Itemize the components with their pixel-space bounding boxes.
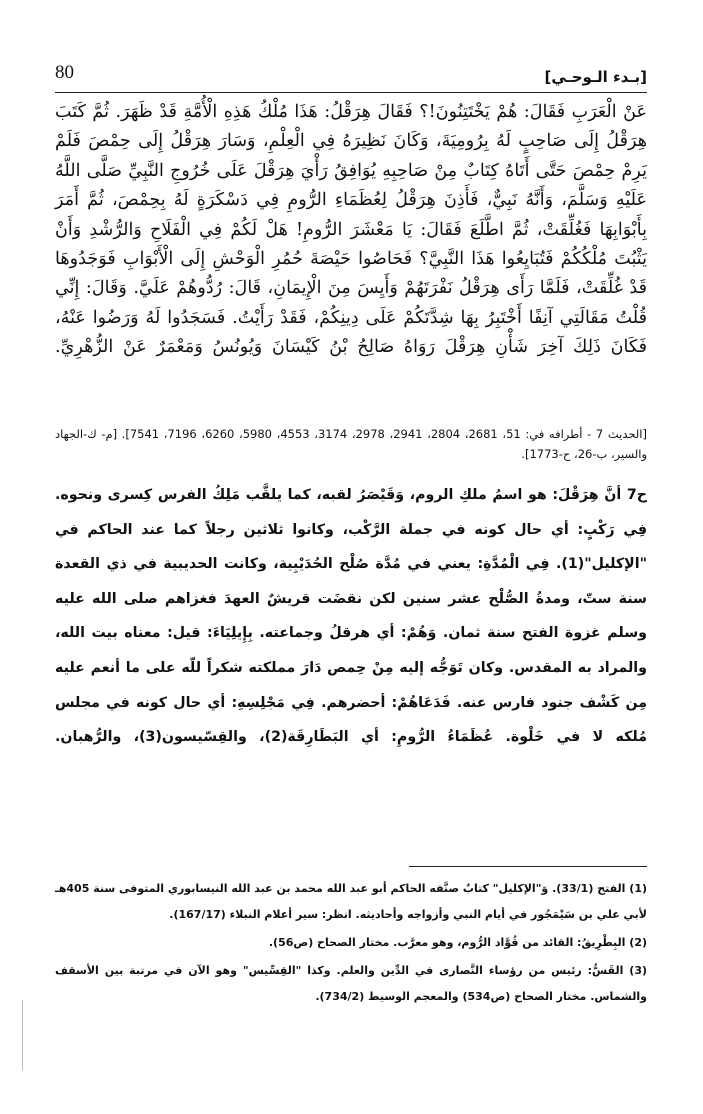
footnote-1: (1) الفتح (33/1). وَ"الإكليل" كتابٌ صنَّفه الحاكم أبو عبد الله محمد بن عبد الله النيسابوري المتوفى سنة 405هـ لأبي علي بن سَيْمَجُور في أيام النبي وأزواجه وأحاديثه. انظر: سير أعلام النبلاء (167/17). [55,882,647,921]
commentary-paragraph-1: ح7 أنَّ هِرَقْلَ: هو اسمُ ملكِ الروم، وَقَيْصَرُ لقبه، كما يلقَّب مَلِكُ الفرس كِسرى ونحوه. [55,487,647,503]
hadith-paragraph: عَنْ الْعَرَبِ فَقَالَ: هُمْ يَخْتَتِنُونَ!؟ فَقَالَ هِرَقْلُ: هَذَا مُلْكُ هَذِهِ الْأُمَّةِ قَدْ ظَهَرَ. ثُمَّ كَتَبَ هِرَقْلُ إِلَى صَاحِبٍ لَهُ بِرُومِيَةَ، وَكَانَ نَظِيرَهُ فِي الْعِلْمِ، وَسَارَ هِرَقْلُ إِلَى حِمْصَ فَلَمْ يَرِمْ حِمْصَ حَتَّى أَتَاهُ كِتَابٌ مِنْ صَاحِبِهِ يُوَافِقُ رَأْيَ هِرَقْلَ عَلَى خُرُوجِ النَّبِيِّ صَلَّى اللَّهُ عَلَيْهِ وَسَلَّمَ، وَأَنَّهُ نَبِيٌّ، فَأَذِنَ هِرَقْلُ لِعُظَمَاءِ الرُّومِ فِي دَسْكَرَةٍ لَهُ بِحِمْصَ، ثُمَّ أَمَرَ بِأَبْوَابِهَا فَغُلِّقَتْ، ثُمَّ اطَّلَعَ فَقَالَ: يَا مَعْشَرَ الرُّومِ! هَلْ لَكُمْ فِي الْفَلَاحِ وَالرُّشْدِ وَأَنْ يَثْبُتَ مُلْكُكُمْ فَتُبَايِعُوا هَذَا النَّبِيَّ؟ فَحَاصُوا حَيْصَةَ حُمُرِ الْوَحْشِ إِلَى الْأَبْوَابِ فَوَجَدُوهَا قَدْ غُلِّقَتْ، فَلَمَّا رَأَى هِرَقْلُ نَفْرَتَهُمْ وَأَيِسَ مِنَ الْإِيمَانِ، قَالَ: رُدُّوهُمْ عَلَيَّ. وَقَالَ: إِنِّي قُلْتُ مَقَالَتِي آنِفًا أَخْتَبِرُ بِهَا شِدَّتَكُمْ عَلَى دِينِكُمْ، فَقَدْ رَأَيْتُ. فَسَجَدُوا لَهُ وَرَضُوا عَنْهُ، فَكَانَ ذَلِكَ آخِرَ شَأْنِ هِرَقْلَ رَوَاهُ صَالِحُ بْنُ كَيْسَانَ وَيُونُسُ وَمَعْمَرٌ عَنْ الزُّهْرِيِّ. [55,102,647,358]
hadith-reference: [الحديث 7 - أطرافه في: 51، 2681، 2804، 2941، 2978، 3174، 4553، 5980، 6260، 7196، 7541]. [م- ك-الجهاد والسير، ب-26، ح-1773]. [55,427,647,461]
commentary [55,478,647,755]
commentary-paragraph-2: فِي رَكْبٍ: أي حال كونه في جملة الرَّكْب، وكانوا ثلاثين رجلاً كما عند الحاكم في "الإكليل"(1). فِي الْمُدَّةِ: يعني في مُدَّة صُلْح الحُدَيْبِية، وكانت الحديبية في ذي القعدة سنة ستّ، ومدةُ الصُّلْح عشر سنين لكن نقضَت قريشٌ العهدَ فغزاهم صلى الله عليه وسلم غزوة الفتح سنة ثمان. وَهُمْ: أي هرقلُ وجماعته. بِإِيلِيَاءَ: قيل: معناه بيت الله، والمراد به المقدس. وكان تَوَجُّه إليه مِنْ حِمص دَارَ مملكته شكراً للّه على ما أنعم عليه مِن كَشْف جنود فارس عنه. فَدَعَاهُمْ: أحضرهم. فِي مَجْلِسِهِ: أي حال كونه في مجلس مُلكه لا في خَلْوة. عُظَمَاءُ الرُّومِ: أي البَطَارِقَة(2)، والقِسّيسون(3)، والرُّهبان. [55,521,647,746]
footnote-3: (3) القَسُّ: رئيس من رؤساء النَّصارى في الدِّين والعلم. وكذا "القِسِّيس" وهو الآن في مرتبة بين الأسقف والشماس. مختار الصحاح (ص534) والمعجم الوسيط (734/2). [55,964,647,1003]
page-number: 80 [55,62,74,83]
footnote-2: (2) البِطْرِيقُ: القائد من قُوَّاد الرُّوم، وهو معرَّب. مختار الصحاح (ص56). [268,936,647,949]
section-title: [بـدء الـوحـي] [544,68,647,86]
hadith-text [55,98,647,363]
header-rule [55,92,647,93]
footnotes [55,876,647,1012]
running-head [55,62,647,92]
footnote-rule [409,866,647,867]
scan-margin-line [22,1000,23,1070]
